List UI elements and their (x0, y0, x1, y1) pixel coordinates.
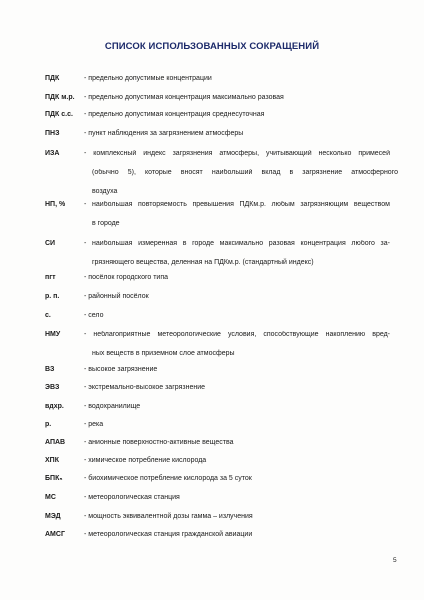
abbreviation-term: СИ (45, 240, 56, 247)
abbreviation-term: ЭВЗ (45, 384, 60, 391)
list-item (0, 240, 424, 278)
abbreviation-term: НП, % (45, 201, 66, 208)
list-item (0, 513, 424, 532)
list-item (0, 366, 424, 385)
list-item (0, 384, 424, 403)
abbreviation-term: вдхр. (45, 403, 64, 410)
list-item (0, 111, 424, 130)
list-item (0, 331, 424, 369)
list-item (0, 494, 424, 513)
abbreviation-term: ВЗ (45, 366, 55, 373)
abbreviation-definition: - неблагоприятные метеорологические условия, способствующие накоплению вред- (84, 331, 390, 338)
abbreviation-term: р. п. (45, 293, 60, 300)
abbreviation-definition: - наибольшая повторяемость превышения ПДКм.р. любым загрязняющим веществом (84, 201, 390, 208)
abbreviation-term: ИЗА (45, 150, 60, 157)
abbreviation-definition: - мощность эквивалентной дозы гамма – излучения (84, 513, 253, 520)
abbreviation-definition: - река (84, 421, 104, 428)
abbreviation-term: ПДК м.р. (45, 94, 75, 101)
abbreviation-definition: - водохранилище (84, 403, 141, 410)
list-item (0, 75, 424, 94)
list-item (0, 201, 424, 239)
page-number: 5 (393, 557, 397, 564)
definition-continuation: ных веществ в приземном слое атмосферы (92, 350, 235, 357)
abbreviation-definition: - предельно допустимая концентрация максимально разовая (84, 94, 284, 101)
definition-continuation: воздуха (92, 188, 118, 195)
definition-continuation: в городе (92, 220, 120, 227)
definition-continuation: (обычно 5), которые вносят наибольший вклад в загрязнение атмосферного (92, 169, 398, 176)
abbreviation-definition: - анионные поверхностно-активные вещества (84, 439, 234, 446)
abbreviation-definition: - биохимическое потребление кислорода за 5 суток (84, 475, 252, 482)
abbreviation-term: ПДК с.с. (45, 111, 73, 118)
list-item (0, 531, 424, 550)
abbreviation-definition: - высокое загрязнение (84, 366, 158, 373)
list-item (0, 439, 424, 458)
list-item (0, 312, 424, 331)
abbreviation-definition: - пункт наблюдения за загрязнением атмосферы (84, 130, 244, 137)
list-item (0, 274, 424, 293)
abbreviation-definition: - районный посёлок (84, 293, 149, 300)
abbreviation-definition: - метеорологическая станция (84, 494, 180, 501)
list-item (0, 421, 424, 440)
abbreviation-definition: - посёлок городского типа (84, 274, 168, 281)
abbreviation-term: ХПК (45, 457, 59, 464)
abbreviation-term: АПАВ (45, 439, 66, 446)
abbreviation-term: МС (45, 494, 56, 501)
abbreviation-definition: - экстремально-высокое загрязнение (84, 384, 205, 391)
list-item (0, 457, 424, 476)
abbreviation-definition: - метеорологическая станция гражданской авиации (84, 531, 253, 538)
abbreviation-term: пгт (45, 274, 56, 281)
list-item (0, 130, 424, 149)
abbreviation-term: НМУ (45, 331, 61, 338)
abbreviation-term: ПНЗ (45, 130, 60, 137)
abbreviation-definition: - наибольшая измеренная в городе максимально разовая концентрация любого за- (84, 240, 390, 247)
abbreviation-term: БПК₅ (45, 475, 63, 482)
page-title: СПИСОК ИСПОЛЬЗОВАННЫХ СОКРАЩЕНИЙ (104, 41, 320, 52)
abbreviation-term: р. (45, 421, 52, 428)
abbreviation-term: АМСГ (45, 531, 65, 538)
abbreviation-definition: - село (84, 312, 104, 319)
list-item (0, 403, 424, 422)
list-item (0, 150, 424, 207)
list-item (0, 293, 424, 312)
abbreviation-term: МЭД (45, 513, 61, 520)
abbreviation-definition: - химическое потребление кислорода (84, 457, 207, 464)
definition-continuation: грязняющего вещества, деленная на ПДКм.р. (стандартный индекс) (92, 259, 314, 266)
abbreviation-term: ПДК (45, 75, 60, 82)
abbreviation-definition: - предельно допустимая концентрация среднесуточная (84, 111, 265, 118)
list-item (0, 475, 424, 494)
abbreviation-definition: - комплексный индекс загрязнения атмосферы, учитывающий несколько примесей (84, 150, 390, 157)
abbreviation-definition: - предельно допустимые концентрации (84, 75, 212, 82)
abbreviation-term: с. (45, 312, 51, 319)
